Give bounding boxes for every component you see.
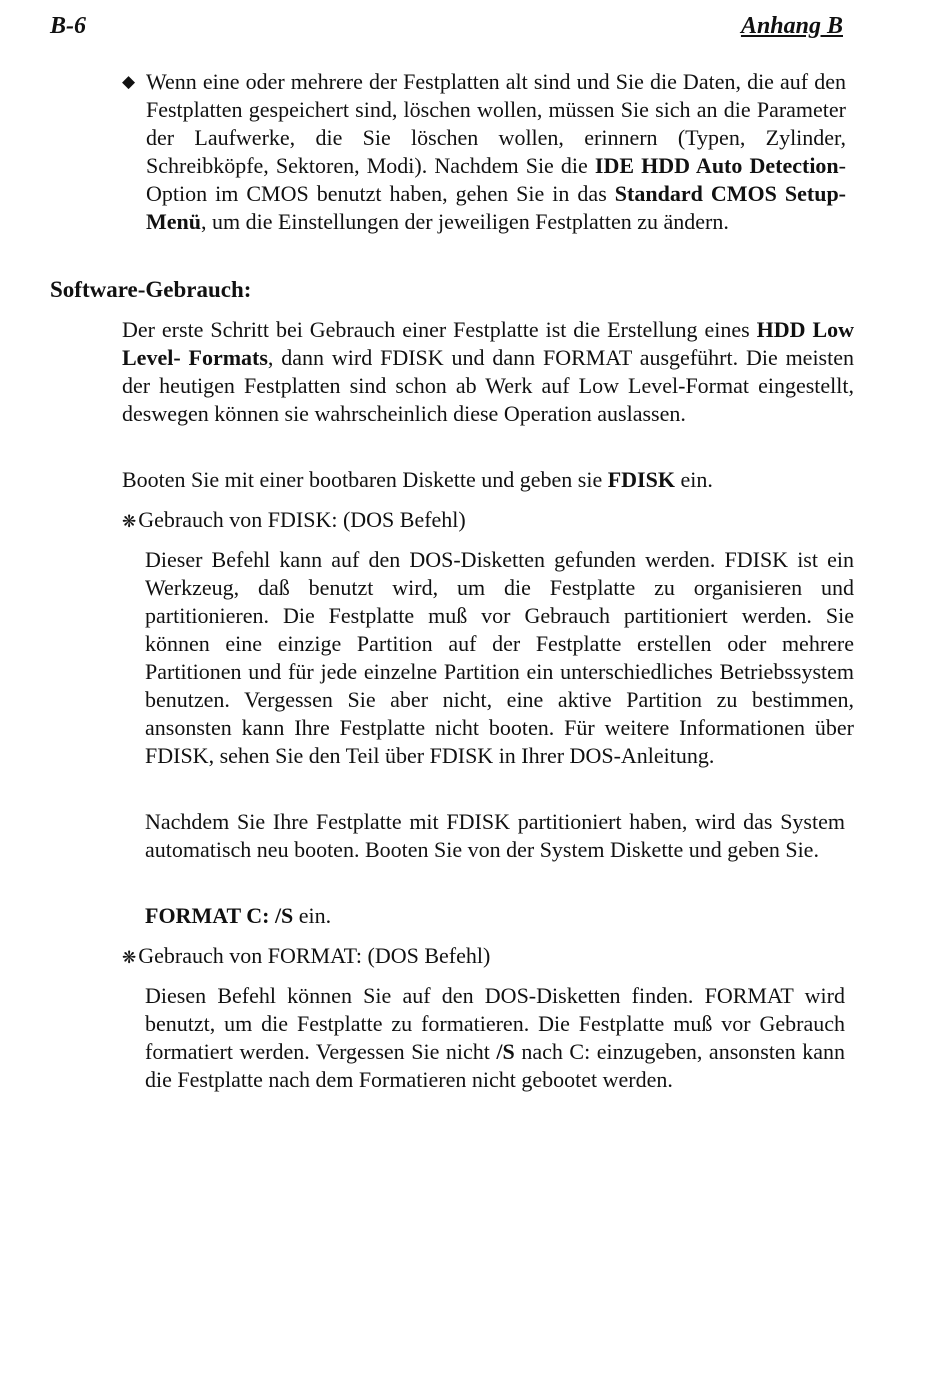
section-heading: Software-Gebrauch: (50, 277, 252, 302)
bullet-paragraph (122, 68, 846, 236)
diamond-bullet-icon: ◆ (122, 72, 136, 91)
format-description: Diesen Befehl können Sie auf den DOS-Disketten finden. FORMAT wird benutzt, um die Festplatte zu formatieren. Die Festplatte muß vor Gebrauch formatiert werden. Vergessen Sie nicht /S nach C: einzugeben, ansonsten kann die Festplatte nach dem Formatieren nicht gebootet werden. (145, 983, 846, 1092)
bullet-text: Wenn eine oder mehrere der Festplatten alt sind und Sie die Daten, die auf den Festplatten gespeichert sind, löschen wollen, müssen Sie sich an die Parameter der Laufwerke, die Sie löschen wollen, erinnern (Typen, Zylinder, Schreibköpfe, Sektoren, Modi). Nachdem Sie die IDE HDD Auto Detection-Option im CMOS benutzt haben, gehen Sie in das Standard CMOS Setup-Menü, um die Einstellungen der jeweiligen Festplatten zu ändern. (146, 69, 847, 234)
fdisk-after-paragraph: Nachdem Sie Ihre Festplatte mit FDISK partitioniert haben, wird das System automatisch neu booten. Booten Sie von der System Diskette und geben Sie. (145, 809, 845, 862)
format-heading: ❋Gebrauch von FORMAT: (DOS Befehl) (122, 943, 491, 968)
asterisk-bullet-icon: ❋ (122, 512, 137, 531)
fdisk-description: Dieser Befehl kann auf den DOS-Disketten gefunden werden. FDISK ist ein Werkzeug, daß benutzt wird, um die Festplatte zu organisieren und partitionieren. Die Festplatte muß vor Gebrauch partitioniert werden. Sie können eine einzige Partition auf der Festplatte erstellen oder mehrere Partitionen und für jede einzelne Partition ein unterschiedliches Betriebssystem benutzen. Vergessen Sie aber nicht, eine aktive Partition zu bestimmen, ansonsten kann Ihre Festplatte nicht booten. Für weitere Informationen über FDISK, sehen Sie den Teil über FDISK in Ihrer DOS-Anleitung. (145, 547, 854, 768)
asterisk-bullet-icon: ❋ (122, 948, 137, 967)
page-number: B-6 (50, 13, 86, 39)
format-command-line: FORMAT C: /S ein. (145, 903, 332, 928)
boot-paragraph: Booten Sie mit einer bootbaren Diskette und geben sie FDISK ein. (122, 467, 713, 492)
format-command: FORMAT C: /S (145, 903, 294, 928)
fdisk-heading: ❋Gebrauch von FDISK: (DOS Befehl) (122, 507, 466, 532)
intro-paragraph: Der erste Schritt bei Gebrauch einer Festplatte ist die Erstellung eines HDD Low Level- Formats, dann wird FDISK und dann FORMAT ausgeführt. Die meisten der heutigen Festplatten sind schon ab Werk auf Low Level-Format eingestellt, deswegen können sie wahrscheinlich diese Operation auslassen. (122, 317, 855, 426)
chapter-title: Anhang B (740, 13, 843, 39)
